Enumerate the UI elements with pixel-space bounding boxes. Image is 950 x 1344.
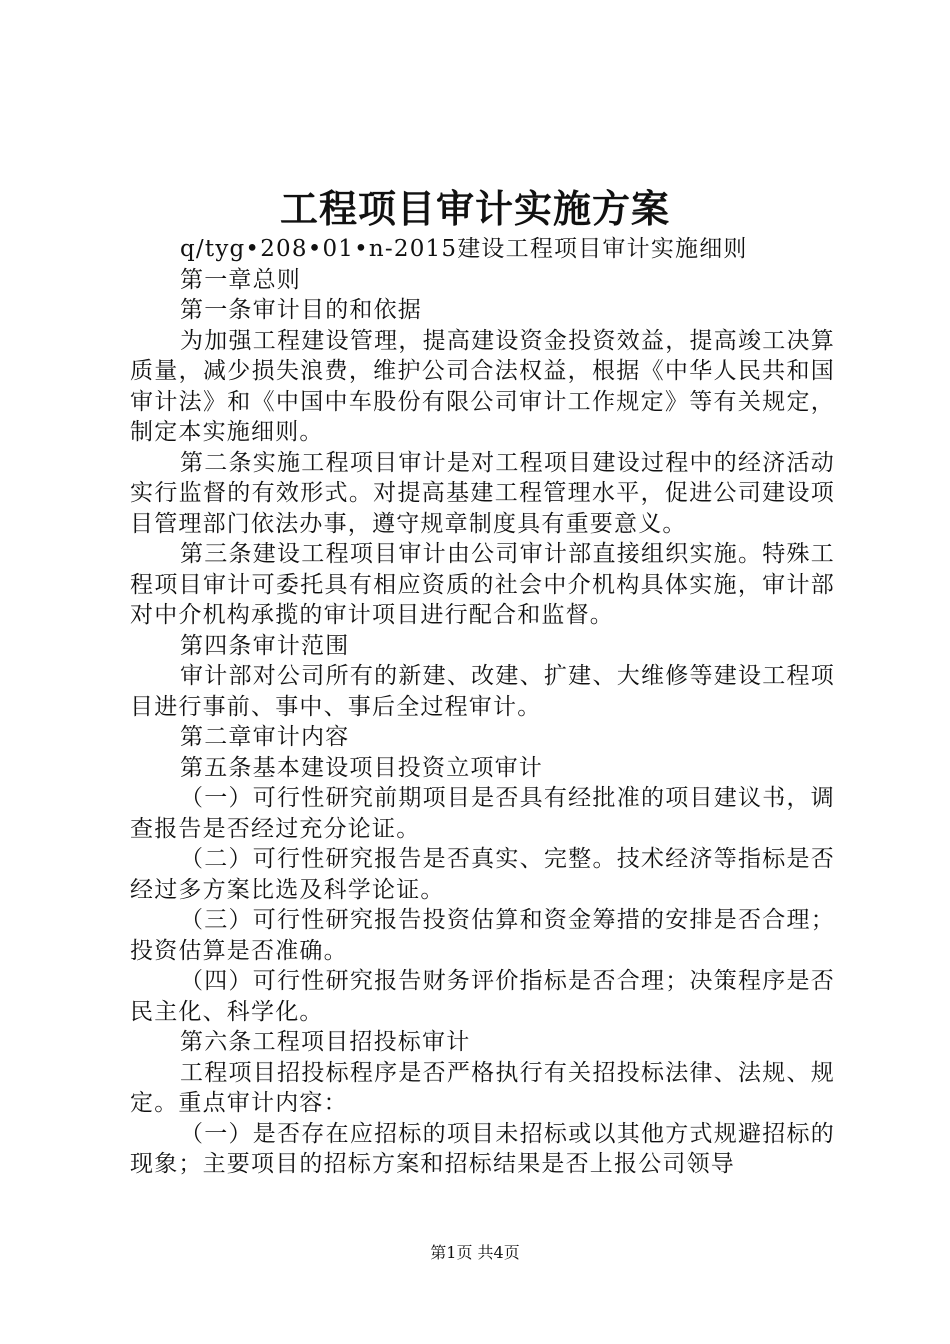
paragraph-article-4-body: 审计部对公司所有的新建、改建、扩建、大维修等建设工程项目进行事前、事中、事后全过程审计。: [130, 663, 835, 720]
paragraph-article-6-body: 工程项目招投标程序是否严格执行有关招投标法律、法规、规定。重点审计内容：: [130, 1059, 835, 1116]
document-title: 工程项目审计实施方案: [279, 186, 670, 231]
paragraph-article-1-body: 为加强工程建设管理，提高建设资金投资效益，提高竣工决算质量，减少损失浪费，维护公司合法权益，根据《中华人民共和国审计法》和《中国中车股份有限公司审计工作规定》等有关规定，制定本实施细则。: [130, 327, 835, 445]
document-body: [130, 234, 835, 1180]
paragraph-article-1-heading: 第一条审计目的和依据: [180, 297, 422, 323]
paragraph-article-5-item-3: （三）可行性研究报告投资估算和资金筹措的安排是否合理；投资估算是否准确。: [130, 907, 835, 964]
paragraph-article-5-item-2: （二）可行性研究报告是否真实、完整。技术经济等指标是否经过多方案比选及科学论证。: [130, 846, 835, 903]
paragraph-article-6-heading: 第六条工程项目招投标审计: [180, 1029, 471, 1055]
paragraph-chapter-1: 第一章总则: [180, 266, 301, 293]
paragraph-article-4-heading: 第四条审计范围: [180, 632, 350, 659]
paragraph-article-2: 第二条实施工程项目审计是对工程项目建设过程中的经济活动实行监督的有效形式。对提高基建工程管理水平，促进公司建设项目管理部门依法办事，遵守规章制度具有重要意义。: [130, 449, 835, 537]
paragraph-doc-code: q/tyg•208•01•n-2015建设工程项目审计实施细则: [180, 236, 748, 262]
paragraph-article-6-item-1: （一）是否存在应招标的项目未招标或以其他方式规避招标的现象；主要项目的招标方案和招标结果是否上报公司领导: [130, 1120, 835, 1177]
paragraph-article-3: 第三条建设工程项目审计由公司审计部直接组织实施。特殊工程项目审计可委托具有相应资质的社会中介机构具体实施，审计部对中介机构承揽的审计项目进行配合和监督。: [130, 541, 835, 628]
paragraph-article-5-heading: 第五条基本建设项目投资立项审计: [180, 754, 543, 781]
paragraph-article-5-item-1: （一）可行性研究前期项目是否具有经批准的项目建议书，调查报告是否经过充分论证。: [130, 785, 835, 842]
paragraph-chapter-2: 第二章审计内容: [180, 724, 350, 750]
page-footer: 第1页 共4页: [430, 1243, 520, 1262]
paragraph-article-5-item-4: （四）可行性研究报告财务评价指标是否合理；决策程序是否民主化、科学化。: [130, 968, 835, 1025]
